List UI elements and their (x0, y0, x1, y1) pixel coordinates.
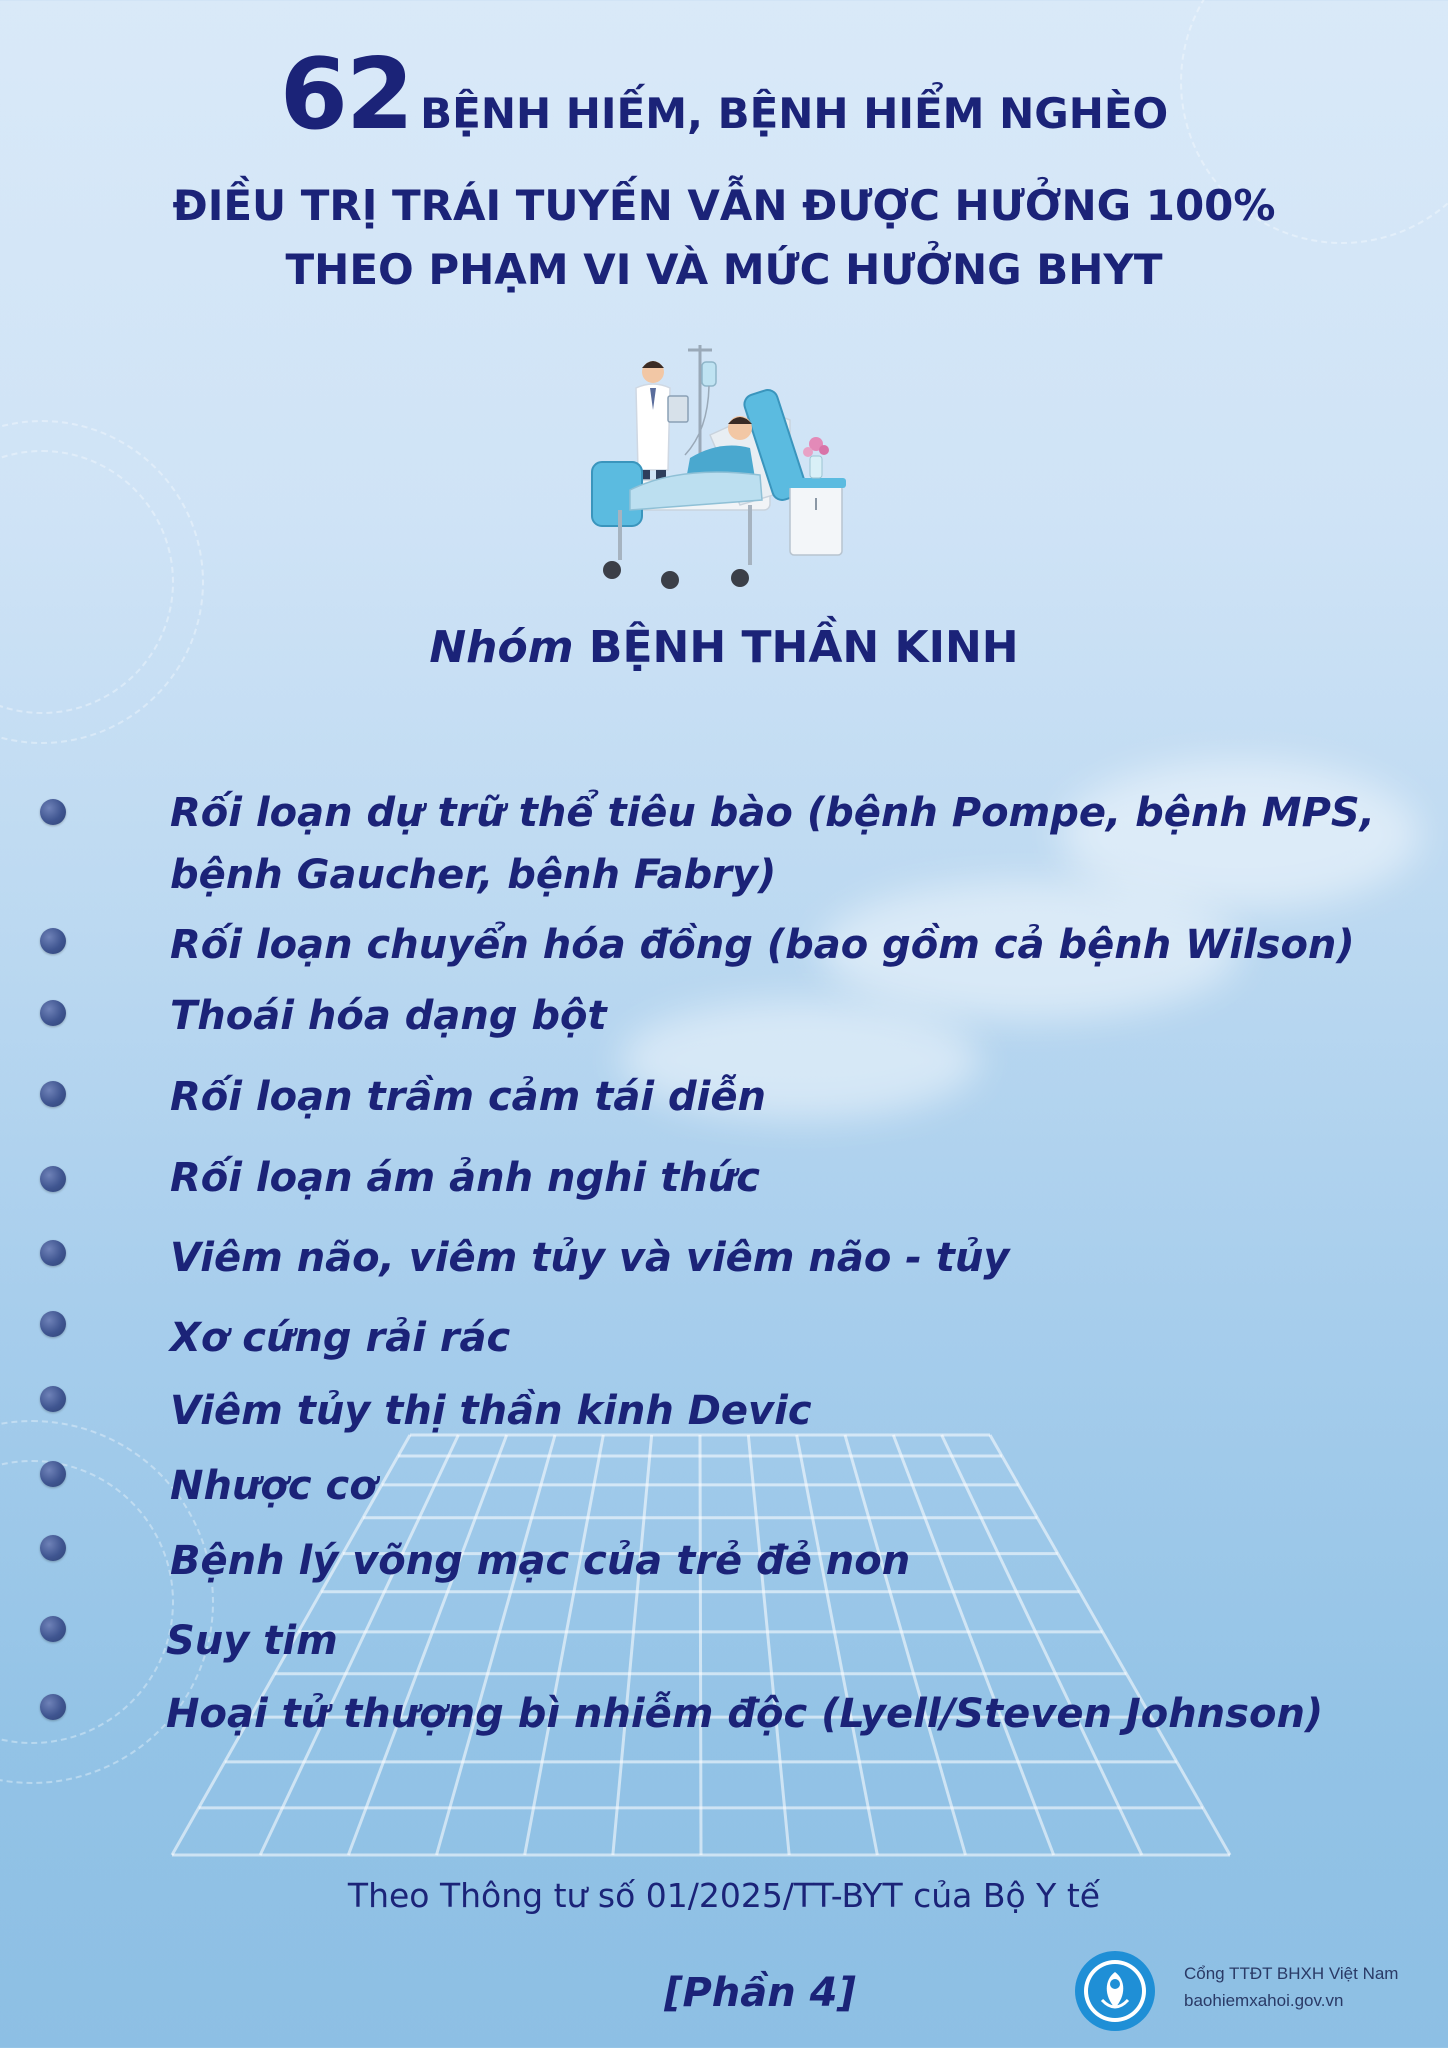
bullet-icon (40, 1461, 66, 1487)
bullet-icon (40, 1535, 66, 1561)
portal-name: Cổng TTĐT BHXH Việt Nam (1184, 1964, 1399, 1983)
bullet-icon (40, 1240, 66, 1266)
page-subtitle (0, 174, 1448, 302)
bullet-icon (40, 1311, 66, 1337)
decorative-ring (0, 1460, 174, 1744)
portal-site-link[interactable]: baohiemxahoi.gov.vn (1184, 1991, 1344, 2010)
list-item: Rối loạn dự trữ thể tiêu bào (bệnh Pompe, bệnh MPS, bệnh Gaucher, bệnh Fabry) (170, 790, 1375, 898)
list-item: Thoái hóa dạng bột (170, 993, 607, 1039)
list-item: Rối loạn ám ảnh nghi thức (170, 1155, 760, 1201)
decorative-ring (0, 450, 174, 714)
subtitle-line-1: ĐIỀU TRỊ TRÁI TUYẾN VẪN ĐƯỢC HƯỞNG 100% (172, 181, 1276, 230)
bullet-icon (40, 799, 66, 825)
page-title (0, 38, 1448, 152)
list-item: Nhược cơ (170, 1463, 377, 1509)
list-item: Bệnh lý võng mạc của trẻ đẻ non (170, 1538, 911, 1584)
bullet-icon (40, 1386, 66, 1412)
bullet-icon (40, 1616, 66, 1642)
list-item: Rối loạn chuyển hóa đồng (bao gồm cả bệnh Wilson) (170, 922, 1355, 968)
title-text: BỆNH HIẾM, BỆNH HIỂM NGHÈO (420, 89, 1169, 138)
bullet-icon (40, 1081, 66, 1107)
header (0, 38, 1448, 302)
bhxh-logo-icon (1074, 1950, 1156, 2032)
title-number: 62 (279, 38, 413, 152)
list-item: Rối loạn trầm cảm tái diễn (170, 1074, 766, 1120)
bullet-icon (40, 1166, 66, 1192)
list-item: Xơ cứng rải rác (170, 1315, 511, 1361)
bullet-icon (40, 1000, 66, 1026)
list-item: Hoại tử thượng bì nhiễm độc (Lyell/Steven Johnson) (166, 1691, 1324, 1737)
list-item: Viêm não, viêm tủy và viêm não - tủy (170, 1235, 1010, 1281)
group-prefix: Nhóm (429, 622, 574, 673)
part-label: [Phần 4] (664, 1970, 856, 2016)
group-name: BỆNH THẦN KINH (588, 622, 1019, 673)
footer-info (1184, 1960, 1398, 2014)
list-item: Viêm tủy thị thần kinh Devic (170, 1388, 812, 1434)
decorative-ring (0, 420, 204, 744)
subtitle-line-2: THEO PHẠM VI VÀ MỨC HƯỞNG BHYT (285, 245, 1163, 294)
bullet-icon (40, 928, 66, 954)
group-title (0, 622, 1448, 673)
source-note: Theo Thông tư số 01/2025/TT-BYT của Bộ Y tế (347, 1876, 1101, 1915)
bullet-icon (40, 1694, 66, 1720)
doctor-patient-hospital-bed-icon (590, 340, 850, 610)
list-item: Suy tim (166, 1618, 338, 1664)
